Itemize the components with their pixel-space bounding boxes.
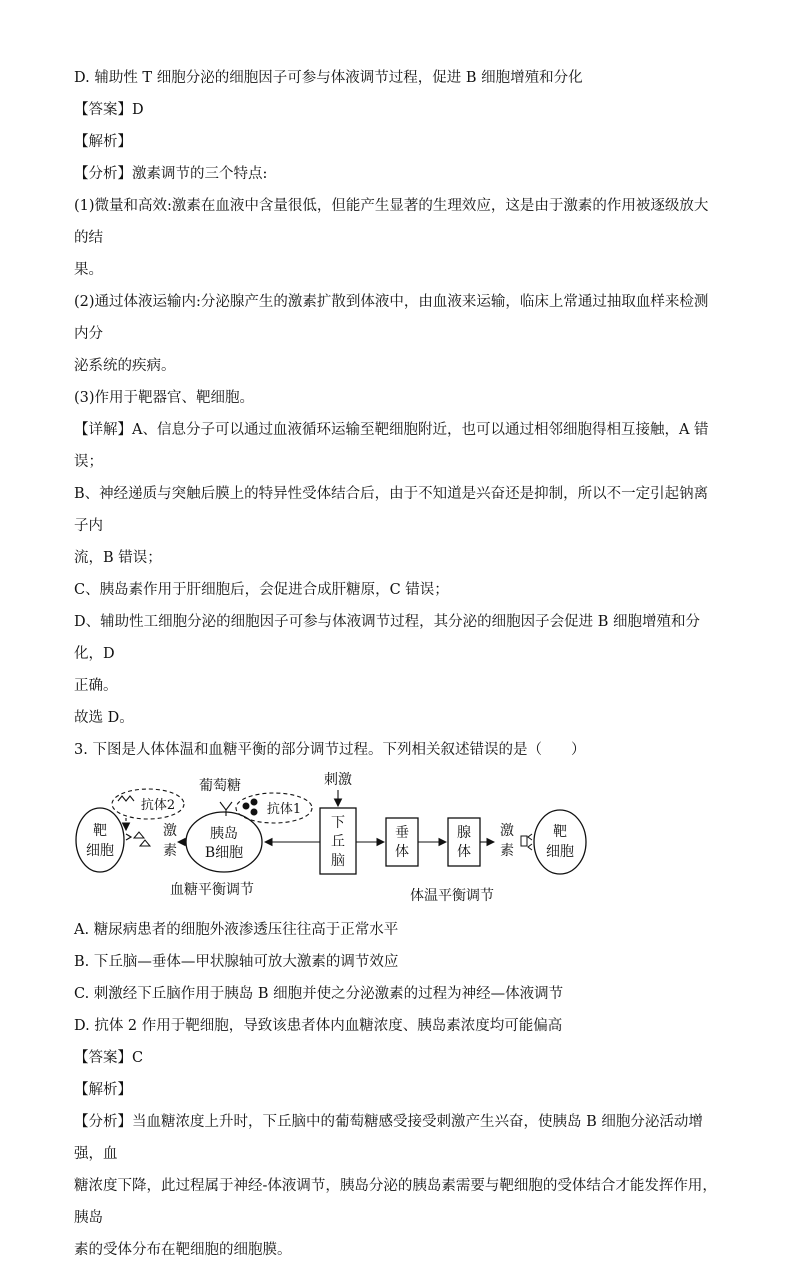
- option-c: C. 刺激经下丘脑作用于胰岛 B 细胞并使之分泌激素的过程为神经—体液调节: [74, 986, 564, 1002]
- glucose-label: 葡萄糖: [199, 778, 241, 794]
- option-d: D. 抗体 2 作用于靶细胞，导致该患者体内血糖浓度、胰岛素浓度均可能偏高: [74, 1018, 563, 1034]
- target-cell-left-label-2: 细胞: [86, 843, 114, 859]
- target-cell-right: [534, 810, 586, 874]
- islet-b-cell: [186, 812, 262, 872]
- analysis-point-2-cont: 泌系统的疾病。: [74, 358, 176, 374]
- detail-c: C、胰岛素作用于肝细胞后，会促进合成肝糖原，C 错误；: [74, 582, 449, 598]
- pituitary-label-2: 体: [395, 844, 409, 860]
- document-page: [74, 62, 722, 1266]
- detail-d-cont: 正确。: [74, 678, 118, 694]
- caption-glucose: 血糖平衡调节: [170, 882, 254, 898]
- hypothalamus-label-2: 丘: [331, 834, 345, 850]
- antibody1-label: 抗体1: [266, 802, 302, 817]
- regulation-diagram-svg: [74, 768, 722, 908]
- option-d-previous: D. 辅助性 T 细胞分泌的细胞因子可参与体液调节过程，促进 B 细胞增殖和分化: [74, 70, 583, 86]
- islet-label-2: B细胞: [204, 845, 244, 861]
- hypothalamus-label-3: 脑: [331, 853, 345, 869]
- receptor-right: [528, 834, 532, 850]
- option-b: B. 下丘脑—垂体—甲状腺轴可放大激素的调节效应: [74, 954, 399, 970]
- regulation-diagram: [74, 768, 722, 908]
- gland-label-1: 腺: [457, 825, 471, 841]
- analysis-intro: 【分析】激素调节的三个特点:: [74, 166, 268, 182]
- analysis-3-line-2: 糖浓度下降，此过程属于神经-体液调节，胰岛分泌的胰岛素需要与靶细胞的受体结合才能发挥作用，胰岛: [74, 1178, 717, 1226]
- analysis-3-line-3: 素的受体分布在靶细胞的细胞膜。: [74, 1242, 292, 1258]
- analysis-point-1-cont: 果。: [74, 262, 103, 278]
- analysis-heading: 【解析】: [74, 134, 132, 150]
- caption-temperature: 体温平衡调节: [410, 888, 494, 904]
- antibody2-label: 抗体2: [140, 798, 176, 813]
- antibody1-dot-3: [251, 799, 258, 806]
- answer-label-3: 【答案】C: [74, 1050, 144, 1066]
- antibody1-dot-2: [251, 809, 258, 816]
- analysis-point-3: (3)作用于靶器官、靶细胞。: [74, 390, 255, 406]
- antibody2-symbol: [118, 796, 134, 801]
- antibody1-dot-1: [243, 803, 250, 810]
- analysis-point-1: (1)微量和高效:激素在血液中含量很低，但能产生显著的生理效应，这是由于激素的作用被逐级放大的结: [74, 198, 709, 246]
- hormone-triangles-left: [134, 832, 150, 846]
- hypothalamus-label-1: 下: [331, 815, 345, 831]
- answer-label: 【答案】D: [74, 102, 144, 118]
- hormone-right-symbol: [521, 836, 527, 846]
- hormone-right-label-2: 素: [500, 843, 514, 859]
- hormone-left-label-1: 激: [163, 823, 177, 839]
- target-cell-left: [76, 808, 124, 872]
- hormone-right-label-1: 激: [500, 823, 514, 839]
- islet-label-1: 胰岛: [210, 826, 238, 842]
- pituitary-label-1: 垂: [395, 825, 409, 841]
- hormone-left-label-2: 素: [163, 843, 177, 859]
- analysis-point-2: (2)通过体液运输内:分泌腺产生的激素扩散到体液中，由血液来运输，临床上常通过抽取血样来检测内分: [74, 294, 709, 342]
- gland-label-2: 体: [457, 844, 471, 860]
- analysis-heading-3: 【解析】: [74, 1082, 132, 1098]
- option-a: A. 糖尿病患者的细胞外液渗透压往往高于正常水平: [74, 922, 399, 938]
- stimulus-label: 刺激: [324, 772, 352, 788]
- analysis-3-line-1: 【分析】当血糖浓度上升时，下丘脑中的葡萄糖感受接受刺激产生兴奋，使胰岛 B 细胞分泌活动增强，血: [74, 1114, 703, 1162]
- detail-b-cont: 流，B 错误；: [74, 550, 162, 566]
- detail-a: 【详解】A、信息分子可以通过血液循环运输至靶细胞附近，也可以通过相邻细胞得相互接触，A 错误；: [74, 422, 709, 470]
- target-cell-right-label-1: 靶: [553, 824, 567, 840]
- glucose-receptor-symbol: [220, 802, 232, 816]
- target-cell-left-label-1: 靶: [93, 823, 107, 839]
- question-3-stem: 3. 下图是人体体温和血糖平衡的部分调节过程。下列相关叙述错误的是（ ）: [74, 742, 586, 758]
- receptor-left: [126, 834, 131, 840]
- detail-b: B、神经递质与突触后膜上的特异性受体结合后，由于不知道是兴奋还是抑制，所以不一定引起钠离子内: [74, 486, 709, 534]
- conclusion: 故选 D。: [74, 710, 134, 726]
- detail-d: D、辅助性工细胞分泌的细胞因子可参与体液调节过程，其分泌的细胞因子会促进 B 细胞增殖和分化，D: [74, 614, 700, 662]
- target-cell-right-label-2: 细胞: [546, 844, 574, 860]
